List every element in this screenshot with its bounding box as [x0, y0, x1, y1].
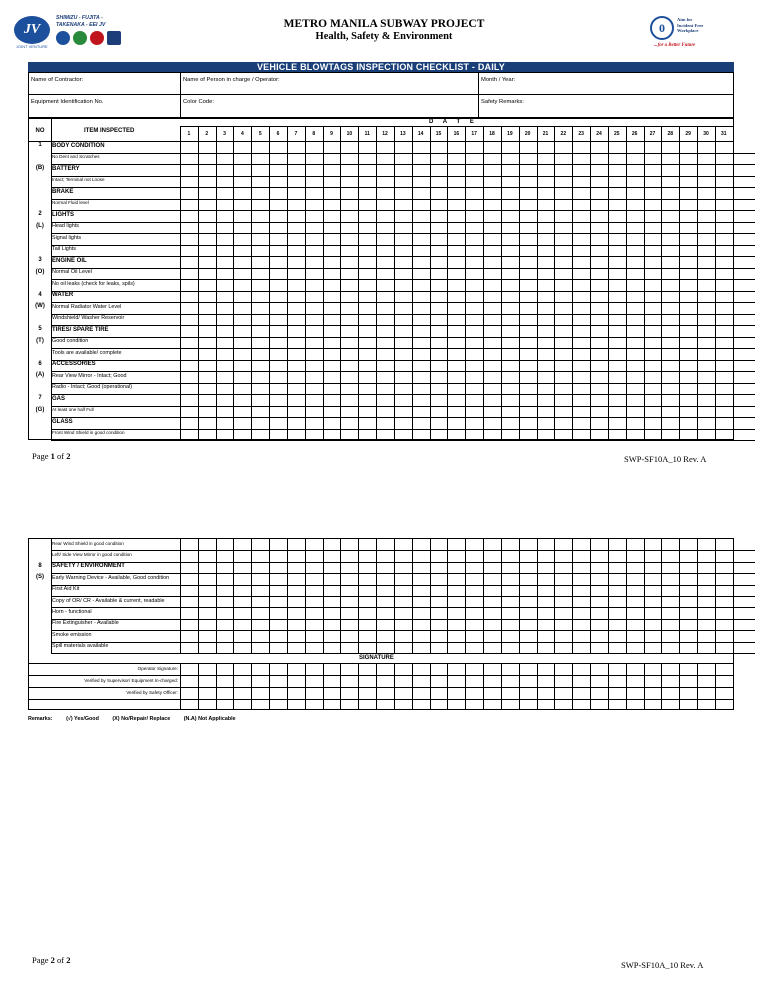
person-label: Name of Person in charge / Operator:	[183, 77, 280, 83]
day-column-line	[233, 539, 234, 653]
row-number: (A)	[35, 372, 45, 378]
day-header: 26	[631, 131, 638, 137]
row-line	[51, 279, 755, 280]
day-column-line	[269, 539, 270, 653]
row-line	[51, 394, 755, 395]
item-label: Spill materials available	[52, 643, 109, 650]
day-column-line	[287, 126, 288, 439]
row-number: (O)	[35, 268, 45, 275]
day-column-line	[198, 663, 199, 709]
inspection-table-page-2	[28, 538, 734, 710]
item-label: ENGINE OIL	[52, 257, 87, 264]
row-number: 2	[38, 211, 42, 217]
signature-row-line	[29, 675, 733, 676]
day-column-line	[519, 663, 520, 709]
page-number-1	[32, 451, 71, 461]
safety-field[interactable]	[478, 95, 733, 117]
day-column-line	[697, 126, 698, 439]
row-number: 7	[38, 395, 42, 401]
row-line	[51, 585, 755, 586]
day-header: 6	[276, 131, 280, 137]
item-label: Tail Lights	[52, 246, 76, 252]
item-label: Early Warning Device - Available, Good condition	[52, 574, 170, 581]
page-word: Page	[32, 451, 49, 461]
row-line	[51, 371, 755, 372]
day-column-line	[198, 126, 199, 439]
signature-operator-label: Operator Signature:	[137, 666, 178, 671]
day-header: 21	[542, 131, 549, 137]
signature-safety-label: Verified by Safety Officer:	[126, 690, 178, 695]
page-number-2	[32, 955, 71, 965]
day-column-line	[358, 663, 359, 709]
day-column-line	[376, 126, 377, 439]
aim-line-3: Workplace	[677, 28, 699, 33]
jv-logo-icon: JV	[14, 16, 50, 44]
day-column-line	[661, 539, 662, 653]
day-column-line	[269, 663, 270, 709]
day-column-line	[305, 663, 306, 709]
item-label: No oil leaks (check for leaks, spils)	[52, 280, 135, 287]
day-header: 31	[721, 131, 727, 137]
day-column-line	[590, 126, 591, 439]
row-line	[51, 187, 755, 188]
item-label: ACCESSORIES	[52, 361, 96, 367]
zero-incident-icon: 0	[650, 16, 674, 40]
hse-logo	[650, 14, 730, 52]
day-column-line	[340, 126, 341, 439]
item-header: ITEM INSPECTED	[84, 128, 135, 134]
info-row-1	[29, 73, 733, 95]
day-column-line	[465, 539, 466, 653]
equipment-field[interactable]	[29, 95, 180, 117]
remarks-legend	[28, 716, 248, 722]
jv-caption: JOINT VENTURE	[16, 44, 48, 49]
day-header: 3	[223, 131, 226, 137]
day-column-line	[519, 539, 520, 653]
item-label: Normal Radiator Water Level	[52, 303, 122, 310]
day-header: 15	[435, 131, 442, 137]
row-line	[51, 550, 755, 551]
item-label: BODY CONDITION	[52, 142, 105, 149]
equipment-label: Equipment Identification No.	[31, 99, 104, 105]
row-number: (B)	[35, 165, 45, 171]
date-header-line	[180, 126, 733, 127]
row-line	[51, 210, 755, 211]
of-word: of	[57, 955, 65, 965]
page-current: 1	[50, 451, 55, 461]
day-column-line	[679, 126, 680, 439]
day-column-line	[430, 539, 431, 653]
item-label: Normal Oil Level	[52, 269, 92, 275]
day-header: 8	[312, 131, 316, 137]
page-total: 2	[66, 955, 71, 965]
day-column-line	[644, 126, 645, 439]
day-column-line	[447, 663, 448, 709]
item-label: Horn - functional	[52, 608, 92, 615]
day-header: 12	[382, 131, 388, 137]
item-label: Fire Extinguisher - Available	[52, 620, 119, 627]
day-column-line	[447, 539, 448, 653]
day-column-line	[733, 126, 734, 439]
item-label: Intact; Terminal not Loose	[52, 177, 105, 182]
day-column-line	[501, 126, 502, 439]
month-label: Month / Year:	[481, 77, 516, 83]
day-column-line	[340, 539, 341, 653]
row-line	[51, 164, 755, 165]
color-label: Color Code:	[183, 99, 214, 105]
item-label: Signal lights	[52, 234, 82, 241]
day-column-line	[733, 663, 734, 709]
day-column-line	[537, 126, 538, 439]
day-column-line	[608, 126, 609, 439]
company-line-1: SHIMIZU - FUJITA -	[56, 15, 103, 21]
of-word: of	[57, 451, 65, 461]
info-box	[28, 72, 734, 118]
row-line	[51, 440, 755, 441]
inspection-table-page-1	[28, 118, 734, 440]
day-column-line	[394, 539, 395, 653]
day-column-line	[661, 663, 662, 709]
color-field[interactable]	[180, 95, 478, 117]
day-column-line	[251, 539, 252, 653]
day-header: 29	[685, 131, 691, 137]
day-column-line	[305, 126, 306, 439]
row-line	[51, 176, 755, 177]
day-column-line	[198, 539, 199, 653]
day-header: 11	[364, 131, 370, 137]
day-column-line	[661, 126, 662, 439]
day-header: 22	[560, 131, 567, 137]
day-column-line	[626, 539, 627, 653]
row-line	[51, 429, 755, 430]
remarks-label: Remarks:	[28, 716, 53, 722]
aim-line-2: Incident Free	[677, 22, 704, 28]
day-column-line	[394, 126, 395, 439]
day-column-line	[590, 539, 591, 653]
day-column-line	[715, 539, 716, 653]
day-column-line	[233, 663, 234, 709]
document-header	[0, 0, 768, 62]
day-header: 16	[453, 131, 460, 137]
page-total: 2	[66, 451, 71, 461]
signature-row-line	[29, 687, 733, 688]
safety-label: Safety Remarks:	[481, 99, 524, 105]
day-column-line	[608, 663, 609, 709]
day-header: 9	[330, 131, 333, 137]
day-column-line	[180, 663, 181, 709]
day-header: 1	[187, 131, 191, 137]
row-line	[51, 302, 755, 303]
day-header: 7	[294, 131, 298, 137]
month-field[interactable]	[478, 73, 733, 94]
item-label: Radio - Intact; Good (operational)	[52, 384, 133, 390]
remarks-yes: (√) Yes/Good	[66, 716, 99, 722]
remarks-na: (N.A) Not Applicable	[183, 716, 236, 722]
item-label: GLASS	[52, 418, 73, 425]
day-header: 17	[471, 131, 477, 137]
aim-line-1: Aim for	[677, 17, 693, 22]
day-column-line	[216, 663, 217, 709]
day-column-line	[269, 126, 270, 439]
doc-code-2: SWP-SF10A_10 Rev. A	[621, 960, 704, 970]
day-column-line	[447, 126, 448, 439]
day-column-line	[554, 539, 555, 653]
signature-supervisor-label: Verified by Supervisor/ Equipment In-charged:	[84, 678, 178, 683]
company-line-2: TAKENAKA - EEI JV	[56, 21, 106, 28]
day-column-line	[572, 663, 573, 709]
row-line	[51, 245, 755, 246]
row-number: 5	[38, 326, 42, 332]
signature-title: SIGNATURE	[359, 655, 394, 661]
row-line	[51, 153, 755, 154]
day-column-line	[626, 663, 627, 709]
day-column-line	[572, 126, 573, 439]
row-line	[51, 337, 755, 338]
row-line	[51, 619, 755, 620]
day-column-line	[697, 539, 698, 653]
day-column-line	[626, 126, 627, 439]
row-line	[51, 291, 755, 292]
day-column-line	[537, 539, 538, 653]
day-column-line	[340, 663, 341, 709]
day-column-line	[519, 126, 520, 439]
contractor-field[interactable]	[29, 73, 180, 94]
day-column-line	[412, 663, 413, 709]
row-number: (S)	[36, 574, 44, 581]
day-column-line	[376, 539, 377, 653]
row-line	[51, 630, 755, 631]
row-number: (T)	[36, 337, 44, 344]
day-column-line	[572, 539, 573, 653]
contractor-label: Name of Contractor:	[31, 77, 84, 83]
row-number: 4	[38, 291, 42, 298]
project-title: METRO MANILA SUBWAY PROJECT	[283, 18, 485, 30]
row-line	[51, 383, 755, 384]
page-current: 2	[50, 955, 55, 965]
row-line	[51, 406, 755, 407]
day-header: 19	[507, 131, 513, 137]
day-column-line	[251, 126, 252, 439]
day-column-line	[483, 539, 484, 653]
day-column-line	[483, 126, 484, 439]
row-number: 1	[38, 142, 42, 148]
day-header: 20	[524, 131, 531, 137]
item-label: GAS	[52, 395, 66, 402]
tagline: ...for a Better Future	[654, 43, 696, 48]
row-line	[51, 325, 755, 326]
row-number: 8	[38, 562, 42, 569]
day-header: 5	[258, 131, 262, 137]
day-column-line	[323, 539, 324, 653]
form-title: VEHICLE BLOWTAGS INSPECTION CHECKLIST - DAILY	[28, 62, 734, 72]
row-line	[51, 642, 755, 643]
item-label: Rear Wind Shield in good condition	[52, 540, 124, 546]
day-column-line	[216, 539, 217, 653]
item-label: Rear View Mirror - Intact; Good	[52, 372, 127, 379]
row-line	[51, 256, 755, 257]
day-column-line	[715, 126, 716, 439]
info-row-2	[29, 95, 733, 117]
aim-text	[677, 17, 703, 34]
day-column-line	[679, 663, 680, 709]
item-label: Smoke emission	[52, 631, 92, 638]
row-line	[51, 562, 755, 563]
day-header: 24	[596, 131, 602, 137]
day-column-line	[697, 663, 698, 709]
day-column-line	[537, 663, 538, 709]
row-line	[51, 360, 755, 361]
day-header: 10	[346, 131, 353, 137]
day-column-line	[554, 663, 555, 709]
item-label: TIRES/ SPARE TIRE	[52, 326, 109, 333]
day-column-line	[679, 539, 680, 653]
day-header: 28	[667, 131, 674, 137]
day-column-line	[233, 126, 234, 439]
item-label: Good condition	[52, 338, 89, 344]
header-bottom-line	[29, 141, 733, 142]
item-label: LIGHTS	[52, 211, 74, 218]
day-column-line	[305, 539, 306, 653]
row-line	[51, 233, 755, 234]
item-label: BRAKE	[52, 188, 74, 195]
day-header: 18	[489, 131, 495, 137]
item-label: SAFETY / ENVIRONMENT	[52, 563, 125, 570]
day-header: 27	[649, 131, 656, 137]
day-column-line	[180, 539, 181, 653]
day-column-line	[483, 663, 484, 709]
item-label: Windshield/ Washer Reservoir	[52, 315, 125, 321]
item-label: BATTERY	[52, 165, 80, 172]
signature-line	[29, 663, 733, 664]
item-label: Copy of OR/ CR - Available & current, readable	[52, 597, 165, 604]
item-label: First Aid Kit	[52, 586, 80, 593]
day-column-line	[358, 126, 359, 439]
row-line	[51, 314, 755, 315]
row-number: (G)	[35, 406, 45, 413]
person-field[interactable]	[180, 73, 478, 94]
day-column-line	[287, 663, 288, 709]
day-column-line	[608, 539, 609, 653]
day-column-line	[412, 126, 413, 439]
day-column-line	[323, 126, 324, 439]
item-label: Head lights	[52, 223, 79, 229]
remarks-no: (X) No/Repair/ Replace	[112, 716, 171, 722]
row-number: (L)	[36, 222, 44, 229]
day-column-line	[180, 126, 181, 439]
day-column-line	[733, 539, 734, 653]
day-column-line	[287, 539, 288, 653]
item-label: Left/ Side View Mirror in good condition	[52, 551, 132, 557]
day-column-line	[412, 539, 413, 653]
day-header: 13	[400, 131, 406, 137]
day-column-line	[358, 539, 359, 653]
no-header: NO	[35, 128, 45, 134]
row-line	[51, 268, 755, 269]
date-header: D A T E	[429, 119, 478, 125]
item-label: Normal Fluid level	[52, 200, 89, 205]
day-header: 14	[417, 131, 424, 137]
row-number: 3	[38, 257, 42, 263]
item-label: WATER	[52, 292, 74, 298]
day-column-line	[644, 539, 645, 653]
day-column-line	[715, 663, 716, 709]
page-word: Page	[32, 955, 49, 965]
day-column-line	[251, 663, 252, 709]
day-header: 2	[205, 131, 209, 137]
day-header: 25	[614, 131, 620, 137]
row-line	[51, 222, 755, 223]
item-label: At least one half Full	[52, 407, 94, 412]
row-line	[51, 417, 755, 418]
item-label: No Dent and Scratches	[52, 154, 100, 159]
project-subtitle: Health, Safety & Environment	[315, 31, 453, 42]
day-column-line	[590, 663, 591, 709]
day-header: 30	[703, 131, 709, 137]
day-column-line	[501, 539, 502, 653]
day-column-line	[465, 126, 466, 439]
row-line	[51, 607, 755, 608]
row-line	[51, 348, 755, 349]
row-number: (W)	[35, 303, 45, 309]
item-label: Front Wind Shield in good condition	[52, 430, 125, 435]
day-column-line	[394, 663, 395, 709]
day-header: 23	[578, 131, 584, 137]
signature-row-line	[29, 699, 733, 700]
doc-code-1: SWP-SF10A_10 Rev. A	[624, 454, 707, 464]
day-column-line	[430, 126, 431, 439]
day-header: 4	[241, 131, 244, 137]
day-column-line	[501, 663, 502, 709]
day-column-line	[554, 126, 555, 439]
item-label: Tools are available/ complete	[52, 349, 122, 356]
day-column-line	[216, 126, 217, 439]
day-column-line	[644, 663, 645, 709]
day-column-line	[430, 663, 431, 709]
row-number: 6	[38, 360, 42, 367]
day-column-line	[465, 663, 466, 709]
row-line	[51, 653, 755, 654]
day-column-line	[376, 663, 377, 709]
row-line	[51, 199, 755, 200]
day-column-line	[323, 663, 324, 709]
